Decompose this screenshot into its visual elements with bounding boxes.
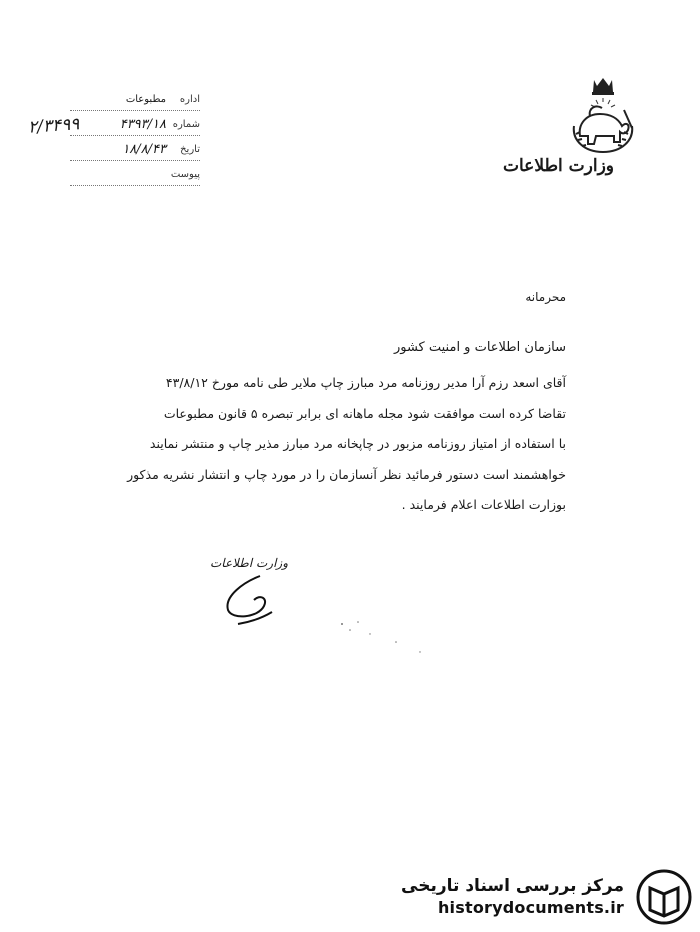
- meta-value: ۱۸/۸/۴۳: [122, 142, 166, 157]
- addressee: سازمان اطلاعات و امنیت کشور: [393, 340, 566, 355]
- lion-and-sun-emblem-icon: [566, 76, 640, 156]
- meta-row-attachment: [70, 167, 200, 186]
- book-logo-icon: [634, 868, 694, 926]
- archive-url[interactable]: historydocuments.ir: [437, 898, 624, 917]
- meta-value: ۴۳۹۳/۱۸: [119, 117, 166, 132]
- meta-label: پیوست: [170, 169, 200, 180]
- signature-title: وزارت اطلاعات: [210, 556, 288, 570]
- letter-body: [126, 368, 566, 521]
- body-line: آقای اسعد رزم آرا مدیر روزنامه مرد مبارز چاپ ملایر طی نامه مورخ ۴۳/۸/۱۲: [165, 375, 566, 390]
- meta-row-number: [70, 117, 200, 136]
- signature-mark: [214, 572, 294, 632]
- meta-value: مطبوعات: [125, 94, 166, 105]
- body-line: با استفاده از امتیاز روزنامه مزبور در چاپخانه مرد مبارز مذیر چاپ و منتشر نمایند: [149, 436, 566, 451]
- meta-label: شماره: [172, 119, 200, 130]
- archive-title: مرکز بررسی اسناد تاریخی: [401, 876, 624, 896]
- meta-block: [70, 92, 200, 192]
- classification-label: محرمانه: [525, 290, 566, 304]
- scan-specks: [330, 612, 450, 662]
- body-line: بوزارت اطلاعات اعلام فرمایند .: [401, 497, 566, 512]
- ministry-title: وزارت اطلاعات: [503, 156, 614, 176]
- handwritten-number: ۲/۳۴۹۹: [27, 114, 81, 138]
- meta-label: تاریخ: [180, 144, 200, 155]
- meta-label: اداره: [179, 94, 200, 105]
- meta-row-date: [70, 142, 200, 161]
- body-line: تقاضا کرده است موافقت شود مجله ماهانه ای برابر تبصره ۵ قانون مطبوعات: [163, 405, 566, 421]
- meta-row-office: [70, 92, 200, 111]
- body-line: خواهشمند است دستور فرمائید نظر آنسازمان را در مورد چاپ و انتشار نشریه مذکور: [127, 466, 566, 482]
